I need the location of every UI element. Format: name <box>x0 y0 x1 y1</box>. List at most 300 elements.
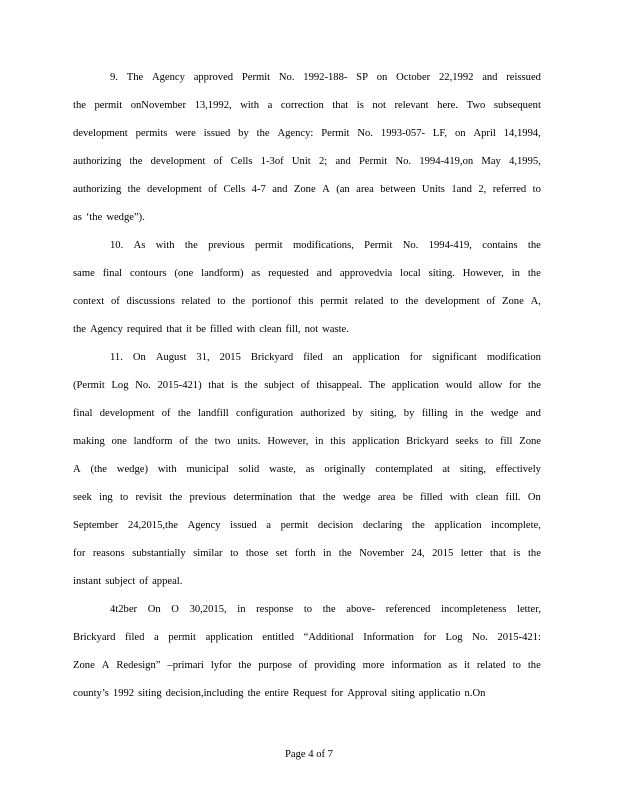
text-line <box>110 351 541 365</box>
word: by <box>238 128 249 139</box>
word: a <box>266 520 271 531</box>
word: modifications, <box>292 240 354 251</box>
word: one <box>111 436 127 447</box>
word: However, <box>462 268 504 279</box>
word: determination <box>233 492 293 503</box>
word: the <box>247 688 261 699</box>
word: discussions <box>126 296 175 307</box>
word: 2; <box>318 156 328 167</box>
word: applicatio <box>418 688 461 699</box>
word: to <box>230 548 239 559</box>
word: that <box>299 492 316 503</box>
word: Permit <box>321 128 350 139</box>
word: the <box>338 548 352 559</box>
word: previous <box>189 492 227 503</box>
word: the <box>405 296 419 307</box>
word: to <box>512 660 521 671</box>
word: incompleteness <box>441 604 507 615</box>
word: waste. <box>322 324 349 335</box>
word: 2015 <box>432 548 454 559</box>
word: with <box>449 492 469 503</box>
word: requested <box>268 268 309 279</box>
word: appeal. <box>152 576 183 587</box>
word: of <box>300 380 310 391</box>
word: and <box>272 184 288 195</box>
text-line <box>73 267 541 281</box>
text-line <box>73 407 541 421</box>
word: filled <box>420 492 443 503</box>
word: Brickyard <box>406 436 449 447</box>
word: portionof <box>251 296 292 307</box>
word: authorizing <box>73 184 122 195</box>
word: the <box>73 324 86 335</box>
word: development <box>147 184 202 195</box>
word: waste, <box>269 464 296 475</box>
word: this <box>298 296 314 307</box>
word: landfill <box>198 408 229 419</box>
word: allow <box>478 380 503 391</box>
word: August <box>155 352 187 363</box>
word: Redesign” <box>116 660 161 671</box>
word: and <box>316 268 332 279</box>
word: by <box>352 408 363 419</box>
word: required <box>126 324 163 335</box>
word: A, <box>530 296 541 307</box>
word: units. <box>237 436 261 447</box>
word: (Permit <box>73 380 105 391</box>
word: to <box>390 296 399 307</box>
text-line <box>73 211 541 225</box>
word: LF, <box>432 128 448 139</box>
word: approvedvia <box>339 268 393 279</box>
text-line <box>73 295 541 309</box>
word: purpose <box>258 660 292 671</box>
word: 1-3of <box>260 156 284 167</box>
word: Zone <box>502 296 524 307</box>
text-line <box>73 687 541 701</box>
word: issued <box>203 128 231 139</box>
word: reasons <box>92 548 125 559</box>
word: siting, <box>370 408 397 419</box>
word: Log <box>111 380 129 391</box>
word: 1992-188- <box>303 72 348 83</box>
word: subsequent <box>493 100 541 111</box>
text-line <box>73 323 541 337</box>
word: as <box>251 268 261 279</box>
text-line <box>110 239 541 253</box>
word: wedge”). <box>106 212 145 223</box>
word: not <box>304 324 319 335</box>
word: referred <box>492 184 527 195</box>
word: related <box>476 660 506 671</box>
word: two <box>214 436 231 447</box>
word: filled <box>209 324 233 335</box>
word: Two <box>466 100 486 111</box>
word: here. <box>437 100 459 111</box>
word: Agency: <box>277 128 314 139</box>
word: of <box>179 436 189 447</box>
word: by <box>403 408 415 419</box>
word: to <box>303 604 313 615</box>
word: filed <box>303 352 323 363</box>
word: 9. <box>110 72 118 83</box>
word: to <box>217 296 226 307</box>
word: ing <box>99 492 113 503</box>
word: the <box>470 408 484 419</box>
word: siting. <box>428 268 455 279</box>
word: seeks <box>455 436 479 447</box>
word: of <box>208 184 218 195</box>
word: September <box>73 520 119 531</box>
word: for <box>330 688 344 699</box>
word: wedge) <box>116 464 148 475</box>
word: approved <box>193 72 234 83</box>
word: the <box>177 408 191 419</box>
word: No. <box>472 632 488 643</box>
word: in <box>454 408 464 419</box>
word: and <box>335 156 351 167</box>
word: wedge <box>342 492 371 503</box>
word: Approval <box>347 688 388 699</box>
word: However, <box>267 436 309 447</box>
word: as <box>448 660 458 671</box>
word: thisappeal. <box>316 380 363 391</box>
word: clean <box>259 324 282 335</box>
word: in <box>315 436 324 447</box>
word: is <box>513 548 521 559</box>
word: to <box>485 436 494 447</box>
word: April <box>473 128 496 139</box>
word: letter, <box>517 604 541 615</box>
word: filling <box>421 408 448 419</box>
word: application <box>434 520 482 531</box>
word: the <box>527 268 541 279</box>
word: Information <box>363 632 414 643</box>
word: the <box>194 436 208 447</box>
word: SP <box>356 72 368 83</box>
word: fill <box>500 436 513 447</box>
word: contemplated <box>375 464 433 475</box>
word: onNovember <box>130 100 187 111</box>
word: application <box>352 352 400 363</box>
word: 4,1995, <box>509 156 541 167</box>
text-line <box>73 519 541 533</box>
word: Agency <box>89 324 123 335</box>
word: O <box>171 604 179 615</box>
word: in <box>237 604 246 615</box>
text-line <box>73 659 541 673</box>
word: above- <box>346 604 376 615</box>
word: a <box>267 100 273 111</box>
word: a <box>154 632 159 643</box>
word: the <box>322 492 336 503</box>
word: application <box>205 632 253 643</box>
word: information <box>391 660 442 671</box>
word: area <box>377 492 396 503</box>
word: 24, <box>411 548 425 559</box>
word: forth <box>294 548 316 559</box>
text-line <box>73 575 541 589</box>
page-number: Page 4 of 7 <box>285 749 333 760</box>
word: A <box>101 660 110 671</box>
word: Zone <box>73 660 95 671</box>
word: this <box>330 436 346 447</box>
word: the <box>184 240 198 251</box>
word: solid <box>238 464 260 475</box>
word: On <box>527 492 541 503</box>
word: Request <box>292 688 327 699</box>
word: letter <box>460 548 483 559</box>
word: Zone <box>519 436 541 447</box>
word: the <box>244 380 258 391</box>
word: effectively <box>495 464 541 475</box>
word: in <box>323 548 332 559</box>
word: correction <box>280 100 324 111</box>
word: subject <box>105 576 136 587</box>
word: of <box>161 408 171 419</box>
word: that <box>490 548 506 559</box>
word: for <box>423 632 436 643</box>
word: is <box>356 100 364 111</box>
word: wedge <box>490 408 519 419</box>
word: modification <box>486 352 541 363</box>
word: n.On <box>464 688 486 699</box>
word: with <box>155 240 175 251</box>
word: the <box>129 156 143 167</box>
word: reissued <box>506 72 541 83</box>
word: substantially <box>132 548 186 559</box>
text-line <box>110 603 541 617</box>
word: 1994-419, <box>428 240 472 251</box>
word: On <box>147 604 161 615</box>
word: with <box>240 100 260 111</box>
word: fill, <box>285 324 301 335</box>
word: county’s <box>73 688 109 699</box>
word: same <box>73 268 95 279</box>
text-line <box>73 491 541 505</box>
word: with <box>236 324 256 335</box>
word: the <box>232 296 246 307</box>
word: 24,2015,the <box>127 520 178 531</box>
word: not <box>372 100 386 111</box>
word: development <box>424 296 480 307</box>
word: area <box>356 184 374 195</box>
word: November <box>359 548 404 559</box>
word: for <box>409 352 423 363</box>
word: development <box>150 156 206 167</box>
word: Permit <box>364 240 393 251</box>
word: on <box>376 72 388 83</box>
word: related <box>354 296 384 307</box>
word: that <box>208 380 225 391</box>
word: originally <box>324 464 366 475</box>
word: development <box>73 128 128 139</box>
word: for <box>508 380 522 391</box>
word: permit <box>254 240 283 251</box>
word: 14,1994, <box>503 128 541 139</box>
word: 2015-421) <box>157 380 202 391</box>
word: that <box>166 324 183 335</box>
word: application <box>391 380 439 391</box>
word: final <box>102 268 123 279</box>
word: the <box>256 128 270 139</box>
word: As <box>133 240 146 251</box>
word: of <box>110 296 120 307</box>
text-line <box>73 155 541 169</box>
word: 4-7 <box>251 184 266 195</box>
word: 4t2ber <box>110 604 138 615</box>
word: decision <box>317 520 354 531</box>
word: lyfor <box>210 660 232 671</box>
word: entitled <box>262 632 295 643</box>
word: authorized <box>300 408 346 419</box>
word: On <box>132 352 146 363</box>
word: significant <box>432 352 477 363</box>
word: October <box>396 72 431 83</box>
word: it <box>186 324 192 335</box>
word: seek <box>73 492 92 503</box>
word: permit <box>94 100 123 111</box>
word: to <box>119 492 129 503</box>
word: previous <box>208 240 245 251</box>
word: municipal <box>186 464 229 475</box>
word: the <box>73 100 86 111</box>
word: those <box>245 548 269 559</box>
word: 11. <box>110 352 123 363</box>
word: and <box>482 72 498 83</box>
text-line <box>73 99 541 113</box>
word: it <box>464 660 470 671</box>
word: revisit <box>135 492 162 503</box>
word: 1and <box>451 184 472 195</box>
text-line <box>73 183 541 197</box>
word: of <box>139 576 149 587</box>
word: issued <box>230 520 257 531</box>
word: relevant <box>394 100 429 111</box>
word: “Additional <box>303 632 354 643</box>
word: 31, <box>196 352 210 363</box>
word: (an <box>336 184 350 195</box>
word: to <box>532 184 541 195</box>
word: the <box>238 660 252 671</box>
word: 2, <box>478 184 487 195</box>
word: No. <box>278 72 295 83</box>
word: similar <box>193 548 223 559</box>
word: permits <box>135 128 168 139</box>
word: with <box>157 464 177 475</box>
word: siting, <box>459 464 487 475</box>
word: the <box>528 380 541 391</box>
word: (one <box>174 268 194 279</box>
word: decision,including <box>165 688 244 699</box>
word: Cells <box>230 156 253 167</box>
word: Agency <box>151 72 185 83</box>
word: local <box>400 268 421 279</box>
word: an <box>332 352 343 363</box>
word: ‘the <box>85 212 103 223</box>
word: 1994-419,on <box>419 156 474 167</box>
word: Zone <box>293 184 316 195</box>
word: The <box>126 72 144 83</box>
word: incomplete, <box>491 520 541 531</box>
word: Units <box>421 184 445 195</box>
text-line <box>73 435 541 449</box>
word: making <box>73 436 105 447</box>
word: development <box>99 408 155 419</box>
word: instant <box>73 576 102 587</box>
word: for <box>73 548 86 559</box>
word: permit <box>320 296 348 307</box>
word: 13,1992, <box>194 100 232 111</box>
word: entire <box>264 688 289 699</box>
text-line <box>73 127 541 141</box>
word: be <box>195 324 206 335</box>
word: referenced <box>385 604 431 615</box>
text-line <box>110 71 541 85</box>
word: landform) <box>201 268 244 279</box>
word: on <box>454 128 466 139</box>
word: fill. <box>505 492 521 503</box>
word: application <box>352 436 400 447</box>
word: context <box>73 296 105 307</box>
word: authorizing <box>73 156 122 167</box>
word: the <box>127 184 141 195</box>
word: filed <box>124 632 145 643</box>
word: May <box>481 156 501 167</box>
word: as <box>73 212 82 223</box>
word: the <box>527 660 541 671</box>
word: 10. <box>110 240 124 251</box>
word: Brickyard <box>250 352 294 363</box>
word: 1993-057- <box>380 128 426 139</box>
word: 30,2015, <box>189 604 227 615</box>
word: contours <box>130 268 167 279</box>
word: permit <box>280 520 309 531</box>
word: would <box>445 380 473 391</box>
word: siting <box>138 688 162 699</box>
word: of <box>486 296 496 307</box>
word: No. <box>402 240 419 251</box>
word: declaring <box>362 520 403 531</box>
word: the <box>411 520 425 531</box>
word: 2015 <box>219 352 241 363</box>
text-line <box>73 547 541 561</box>
word: Cells <box>223 184 246 195</box>
word: more <box>362 660 385 671</box>
word: related <box>181 296 211 307</box>
word: the <box>527 240 541 251</box>
word: 22,1992 <box>438 72 474 83</box>
word: permit <box>168 632 196 643</box>
word: and <box>525 408 541 419</box>
word: Permit <box>358 156 388 167</box>
word: landform <box>133 436 173 447</box>
word: between <box>380 184 416 195</box>
word: No. <box>135 380 151 391</box>
word: configuration <box>236 408 294 419</box>
word: 2015-421: <box>497 632 541 643</box>
word: in <box>511 268 520 279</box>
text-line <box>73 463 541 477</box>
word: (the <box>90 464 107 475</box>
word: at <box>442 464 450 475</box>
word: be <box>402 492 413 503</box>
word: of <box>213 156 223 167</box>
word: that <box>332 100 349 111</box>
word: Brickyard <box>73 632 116 643</box>
word: Permit <box>241 72 271 83</box>
word: as <box>305 464 315 475</box>
